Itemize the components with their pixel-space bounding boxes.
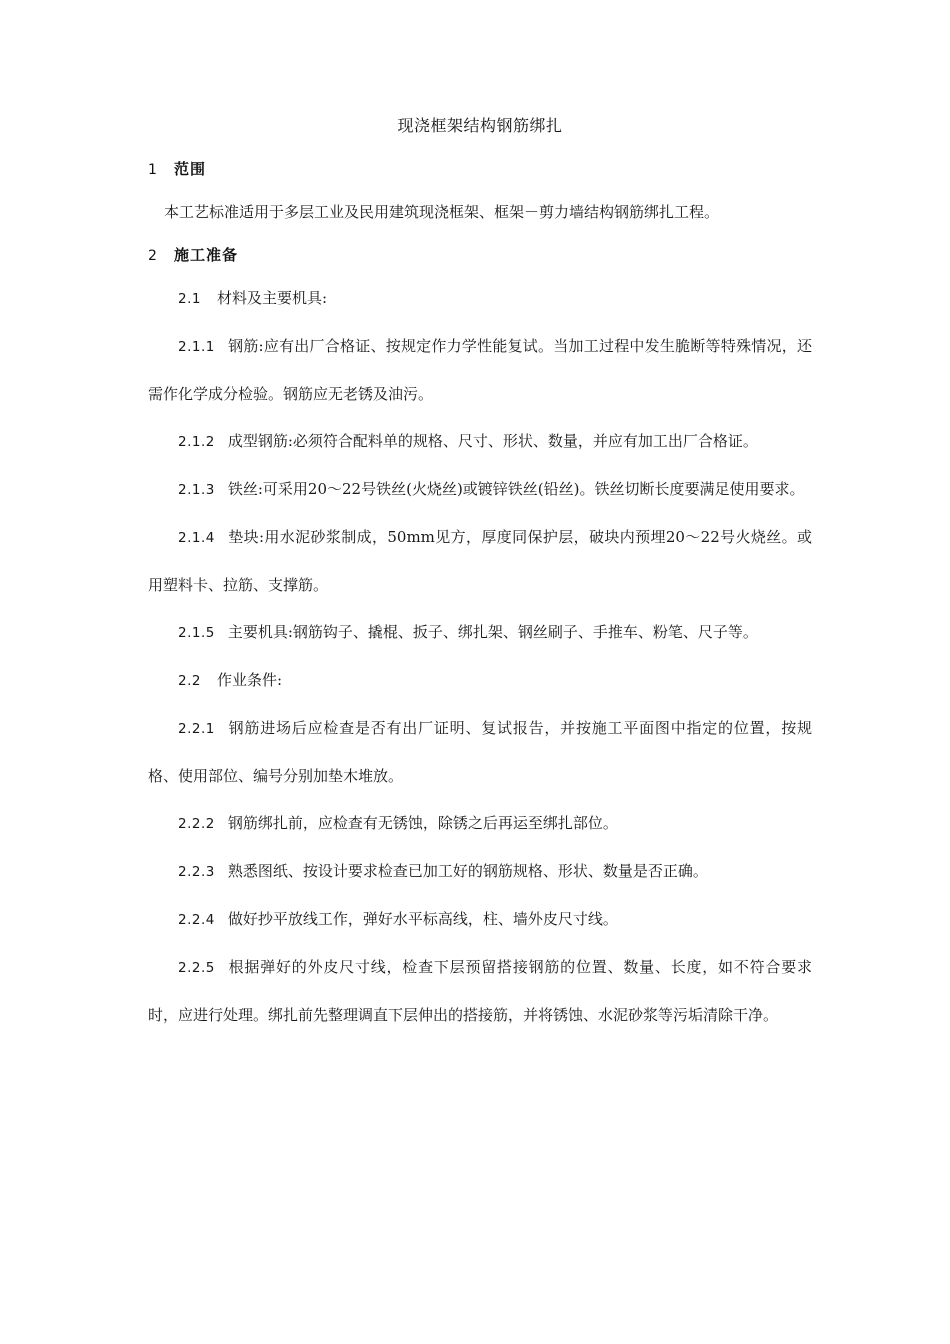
item-number-2-1-1: 2.1.1 [178, 339, 215, 355]
item-2-2-3 [148, 848, 812, 896]
item-2-1-4 [148, 514, 812, 609]
subsection-number-2-2: 2.2 [178, 673, 201, 689]
item-text-2-1-4: 垫块:用水泥砂浆制成，50mm见方，厚度同保护层，破块内预埋20～22号火烧丝。或用塑料卡、拉筋、支撑筋。 [148, 528, 812, 594]
item-number-2-2-1: 2.2.1 [178, 721, 215, 737]
section-title-2: 施工准备 [174, 246, 239, 264]
item-number-2-2-2: 2.2.2 [178, 816, 215, 832]
item-2-2-2 [148, 800, 812, 848]
item-text-2-1-5: 主要机具:钢筋钩子、撬棍、扳子、绑扎架、钢丝刷子、手推车、粉笔、尺子等。 [227, 623, 758, 641]
item-2-2-5 [148, 944, 812, 1039]
page-title: 现浇框架结构钢筋绑扎 [397, 116, 563, 135]
section-title-1: 范围 [174, 160, 207, 178]
item-text-2-1-2: 成型钢筋:必须符合配料单的规格、尺寸、形状、数量，并应有加工出厂合格证。 [227, 432, 758, 450]
item-text-2-2-1: 钢筋进场后应检查是否有出厂证明、复试报告，并按施工平面图中指定的位置，按规格、使用部位、编号分别加垫木堆放。 [148, 719, 812, 785]
item-text-2-2-4: 做好抄平放线工作，弹好水平标高线，柱、墙外皮尺寸线。 [227, 910, 618, 928]
section-heading-1 [148, 154, 812, 185]
section-number-2: 2 [148, 248, 157, 264]
document-content [148, 112, 812, 1039]
item-2-1-2 [148, 418, 812, 466]
item-number-2-1-4: 2.1.4 [178, 530, 215, 546]
item-number-2-1-2: 2.1.2 [178, 434, 215, 450]
subsection-2-2 [148, 657, 812, 705]
item-text-2-2-3: 熟悉图纸、按设计要求检查已加工好的钢筋规格、形状、数量是否正确。 [227, 862, 708, 880]
item-number-2-2-4: 2.2.4 [178, 912, 215, 928]
item-2-2-1 [148, 705, 812, 800]
subsection-text-2-1: 材料及主要机具: [216, 289, 328, 307]
subsection-number-2-1: 2.1 [178, 291, 201, 307]
item-number-2-1-5: 2.1.5 [178, 625, 215, 641]
section-1-body: 本工艺标准适用于多层工业及民用建筑现浇框架、框架－剪力墙结构钢筋绑扎工程。 [164, 203, 720, 221]
item-2-1-5 [148, 609, 812, 657]
item-2-2-4 [148, 896, 812, 944]
item-2-1-1 [148, 323, 812, 418]
section-number-1: 1 [148, 162, 157, 178]
item-text-2-2-2: 钢筋绑扎前，应检查有无锈蚀，除锈之后再运至绑扎部位。 [227, 814, 618, 832]
item-text-2-1-3: 铁丝:可采用20～22号铁丝(火烧丝)或镀锌铁丝(铅丝)。铁丝切断长度要满足使用要求。 [227, 480, 805, 498]
section-heading-2 [148, 240, 812, 271]
item-text-2-1-1: 钢筋:应有出厂合格证、按规定作力学性能复试。当加工过程中发生脆断等特殊情况，还需作化学成分检验。钢筋应无老锈及油污。 [148, 337, 812, 403]
item-text-2-2-5: 根据弹好的外皮尺寸线，检查下层预留搭接钢筋的位置、数量、长度，如不符合要求时，应进行处理。绑扎前先整理调直下层伸出的搭接筋，并将锈蚀、水泥砂浆等污垢清除干净。 [148, 958, 812, 1024]
item-number-2-2-5: 2.2.5 [178, 960, 215, 976]
subsection-text-2-2: 作业条件: [216, 671, 283, 689]
item-number-2-2-3: 2.2.3 [178, 864, 215, 880]
subsection-2-1 [148, 275, 812, 323]
item-2-1-3 [148, 466, 812, 514]
item-number-2-1-3: 2.1.3 [178, 482, 215, 498]
